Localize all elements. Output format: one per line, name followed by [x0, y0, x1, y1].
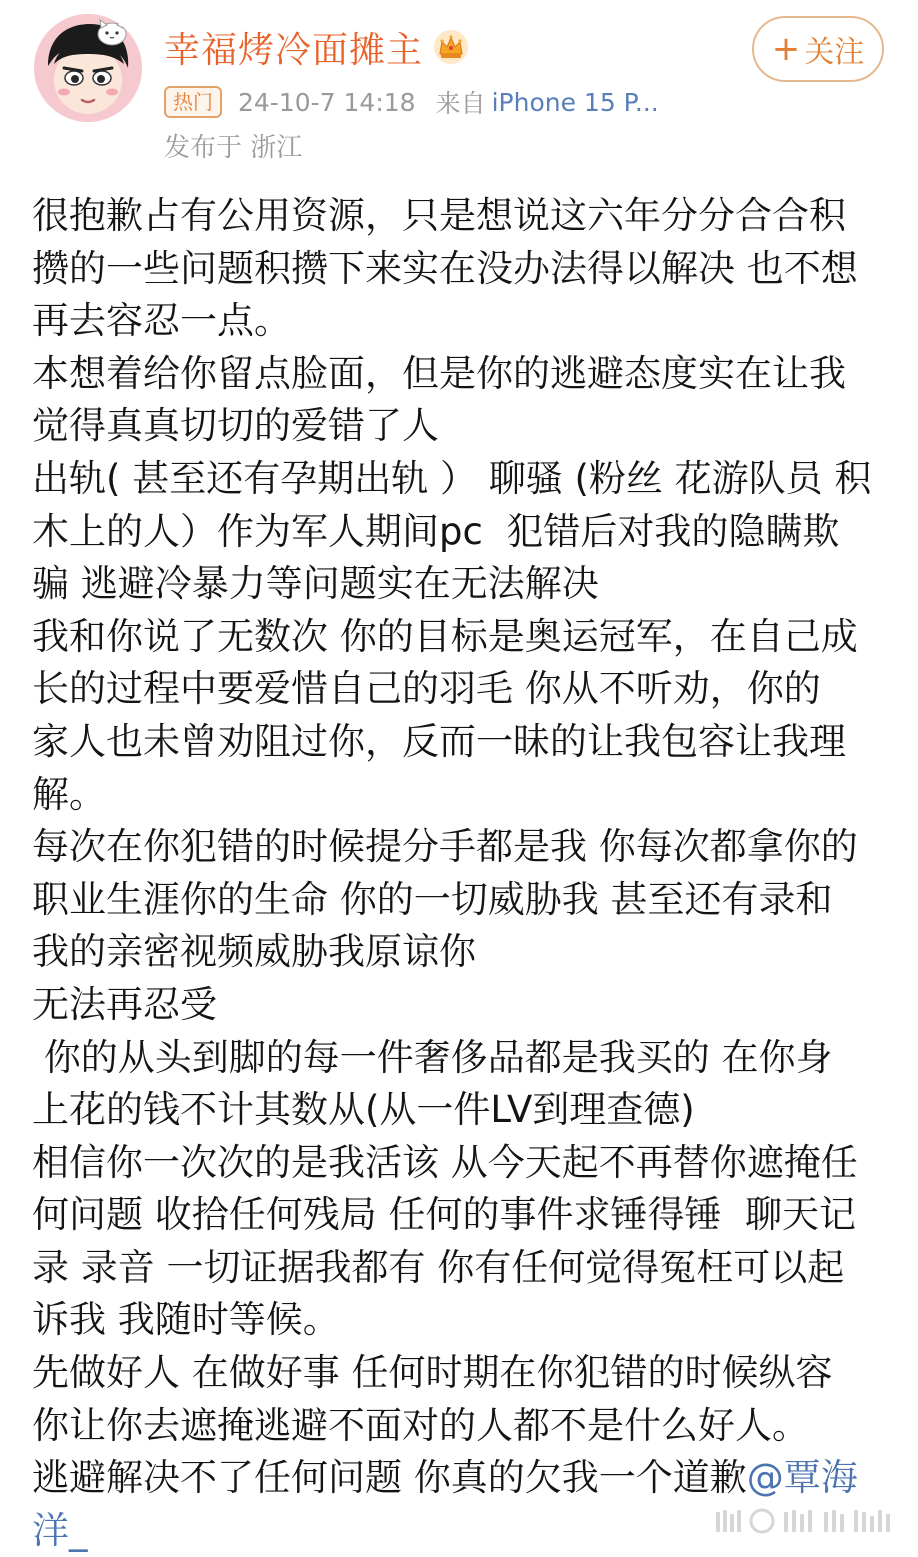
post-line: 我的亲密视频威胁我原谅你: [32, 930, 476, 974]
post-line: 无法再忍受: [32, 982, 217, 1026]
post-header: [0, 0, 918, 180]
post-line: 你让你去遮掩逃避不面对的人都不是什么好人。: [32, 1403, 809, 1447]
hot-badge: 热门: [164, 86, 222, 118]
post-line: 你的从头到脚的每一件奢侈品都是我买的 在你身: [32, 1035, 833, 1079]
post-line: 本想着给你留点脸面，但是你的逃避态度实在让我: [32, 351, 846, 395]
post-line: 再去容忍一点。: [32, 299, 291, 343]
post-meta: [164, 82, 659, 122]
post-line: 职业生涯你的生命 你的一切威胁我 甚至还有录和: [32, 877, 833, 921]
post-line: 觉得真真切切的爱错了人: [32, 404, 439, 448]
post-line: 攒的一些问题积攒下来实在没办法得以解决 也不想: [32, 246, 858, 290]
cartoon-avatar-icon: [34, 14, 142, 122]
post-line: 诉我 我随时等候。: [32, 1298, 340, 1342]
post-line: 解。: [32, 772, 106, 816]
post-line-text: 逃避解决不了任何问题 你真的欠我一个道歉: [32, 1456, 747, 1500]
post-line: 长的过程中要爱惜自己的羽毛 你从不听劝，你的: [32, 667, 821, 711]
source-prefix: 来自: [435, 89, 486, 118]
follow-button[interactable]: [752, 16, 884, 82]
post-line: 我和你说了无数次 你的目标是奥运冠军，在自己成: [32, 614, 858, 658]
crown-badge-icon[interactable]: [433, 29, 469, 65]
post-line: 家人也未曾劝阻过你，反而一昧的让我包容让我理: [32, 719, 846, 763]
post-line: 何问题 收拾任何残局 任何的事件求锤得锤 聊天记: [32, 1193, 857, 1237]
avatar[interactable]: [34, 14, 142, 122]
username[interactable]: 幸福烤冷面摊主: [164, 29, 424, 71]
post-line-with-mention: [32, 1452, 888, 1505]
plus-icon: +: [771, 29, 801, 69]
post-line: 骗 逃避冷暴力等问题实在无法解决: [32, 562, 599, 606]
post-line: 出轨( 甚至还有孕期出轨 ） 聊骚 (粉丝 花游队员 积: [32, 456, 872, 500]
source-device[interactable]: iPhone 15 P...: [491, 87, 659, 117]
post-line: 木上的人）作为军人期间pc 犯错后对我的隐瞒欺: [32, 509, 840, 553]
mention-link[interactable]: @覃海: [746, 1456, 858, 1500]
mention-link-continued[interactable]: 洋_: [32, 1508, 88, 1552]
post-line: 很抱歉占有公用资源，只是想说这六年分分合合积: [32, 194, 846, 237]
follow-label: 关注: [804, 35, 865, 70]
post-line: 每次在你犯错的时候提分手都是我 你每次都拿你的: [32, 825, 858, 869]
post-line: 录 录音 一切证据我都有 你有任何觉得冤枉可以起: [32, 1245, 845, 1289]
post-location: 发布于 浙江: [164, 133, 303, 163]
post-line: 先做好人 在做好事 任何时期在你犯错的时候纵容: [32, 1351, 833, 1395]
app-watermark-icon: [712, 1506, 902, 1536]
username-row: [164, 22, 469, 72]
post-line: 上花的钱不计其数从(从一件LV到理查德): [32, 1088, 695, 1132]
post-timestamp: 24-10-7 14:18: [238, 87, 416, 117]
post-content: [32, 190, 888, 1557]
post-line: 相信你一次次的是我活该 从今天起不再替你遮掩任: [32, 1140, 858, 1184]
